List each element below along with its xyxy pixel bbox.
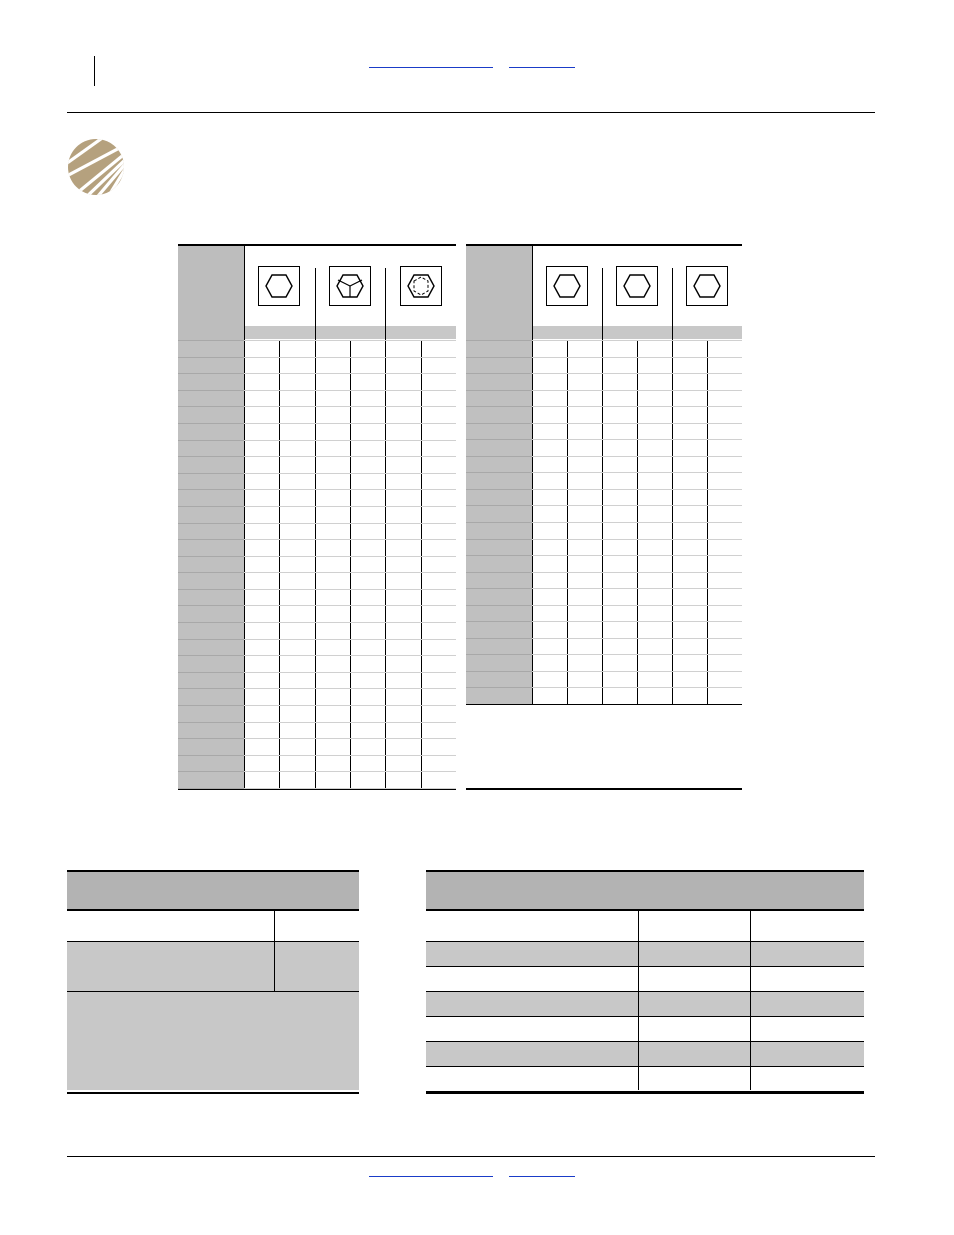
- table-row: [244, 639, 456, 640]
- table-row: [244, 622, 456, 623]
- grade-band: [386, 326, 456, 339]
- table-row: [244, 406, 456, 407]
- table-row: [244, 523, 456, 524]
- table-row: [244, 539, 456, 540]
- table-row: [426, 967, 864, 991]
- size-column: [178, 340, 244, 788]
- spec-table-right-header: [426, 872, 864, 911]
- table-row: [426, 1067, 864, 1091]
- table-row: [426, 1042, 864, 1066]
- grade-band: [245, 326, 315, 339]
- table-row: [532, 340, 742, 341]
- spec-table-left: [67, 870, 359, 1094]
- table-row: [244, 340, 456, 341]
- table-row: [244, 688, 456, 689]
- table-row: [244, 788, 456, 789]
- table-row: [532, 621, 742, 622]
- table-row: [244, 755, 456, 756]
- table-row: [532, 687, 742, 688]
- table-row: [532, 555, 742, 556]
- table-row: [244, 456, 456, 457]
- table-row: [532, 638, 742, 639]
- footer-link-primary[interactable]: [369, 1176, 493, 1177]
- table-row: [532, 505, 742, 506]
- table-row: [244, 556, 456, 557]
- footer-link-secondary[interactable]: [509, 1176, 575, 1177]
- footer-rule: [67, 1156, 875, 1157]
- hex-head-icon: [258, 266, 300, 306]
- table-row: [532, 456, 742, 457]
- table-row: [532, 472, 742, 473]
- header-rule: [67, 112, 875, 113]
- table-row: [244, 423, 456, 424]
- table-row: [244, 589, 456, 590]
- header-margin-bar: [94, 56, 95, 86]
- grade-band: [673, 326, 742, 339]
- grade-band: [533, 326, 602, 339]
- table-row: [244, 572, 456, 573]
- table-row: [532, 539, 742, 540]
- table-row: [426, 942, 864, 966]
- table-row: [244, 672, 456, 673]
- hex-head-metric-icon: [400, 266, 442, 306]
- table-row: [244, 440, 456, 441]
- table-row: [532, 439, 742, 440]
- brand-stripes-logo: [67, 138, 125, 196]
- hex-head-icon: [616, 266, 658, 306]
- table-row: [244, 373, 456, 374]
- grade-band: [603, 326, 672, 339]
- table-row: [532, 489, 742, 490]
- hex-head-grade-icon: [329, 266, 371, 306]
- table-row: [532, 406, 742, 407]
- table-row: [532, 357, 742, 358]
- spec-table-left-header: [67, 872, 359, 911]
- spec-table-left-note: [67, 992, 359, 1090]
- table-row: [244, 605, 456, 606]
- table-row: [532, 605, 742, 606]
- table-row: [426, 1017, 864, 1041]
- table-row: [244, 473, 456, 474]
- size-column-header: [466, 246, 532, 340]
- table-row: [244, 489, 456, 490]
- grade-band: [316, 326, 386, 339]
- table-row: [532, 572, 742, 573]
- table-row: [532, 390, 742, 391]
- spec-table-right: [426, 870, 864, 1094]
- table-row: [244, 705, 456, 706]
- table-row: [244, 655, 456, 656]
- table-row: [244, 738, 456, 739]
- table-row: [244, 771, 456, 772]
- table-row: [532, 654, 742, 655]
- size-column-header: [178, 246, 244, 340]
- table-row: [244, 357, 456, 358]
- table-row: [532, 423, 742, 424]
- table-row: [532, 588, 742, 589]
- hex-head-icon: [686, 266, 728, 306]
- table-row: [244, 390, 456, 391]
- hex-head-icon: [546, 266, 588, 306]
- table-row: [532, 522, 742, 523]
- header-link-primary[interactable]: [369, 67, 493, 68]
- table-row: [426, 992, 864, 1016]
- torque-table-left: [178, 244, 456, 790]
- torque-table-right: [466, 244, 742, 790]
- table-row: [244, 722, 456, 723]
- table-row: [532, 671, 742, 672]
- table-row: [532, 373, 742, 374]
- header-link-secondary[interactable]: [509, 67, 575, 68]
- table-row: [244, 506, 456, 507]
